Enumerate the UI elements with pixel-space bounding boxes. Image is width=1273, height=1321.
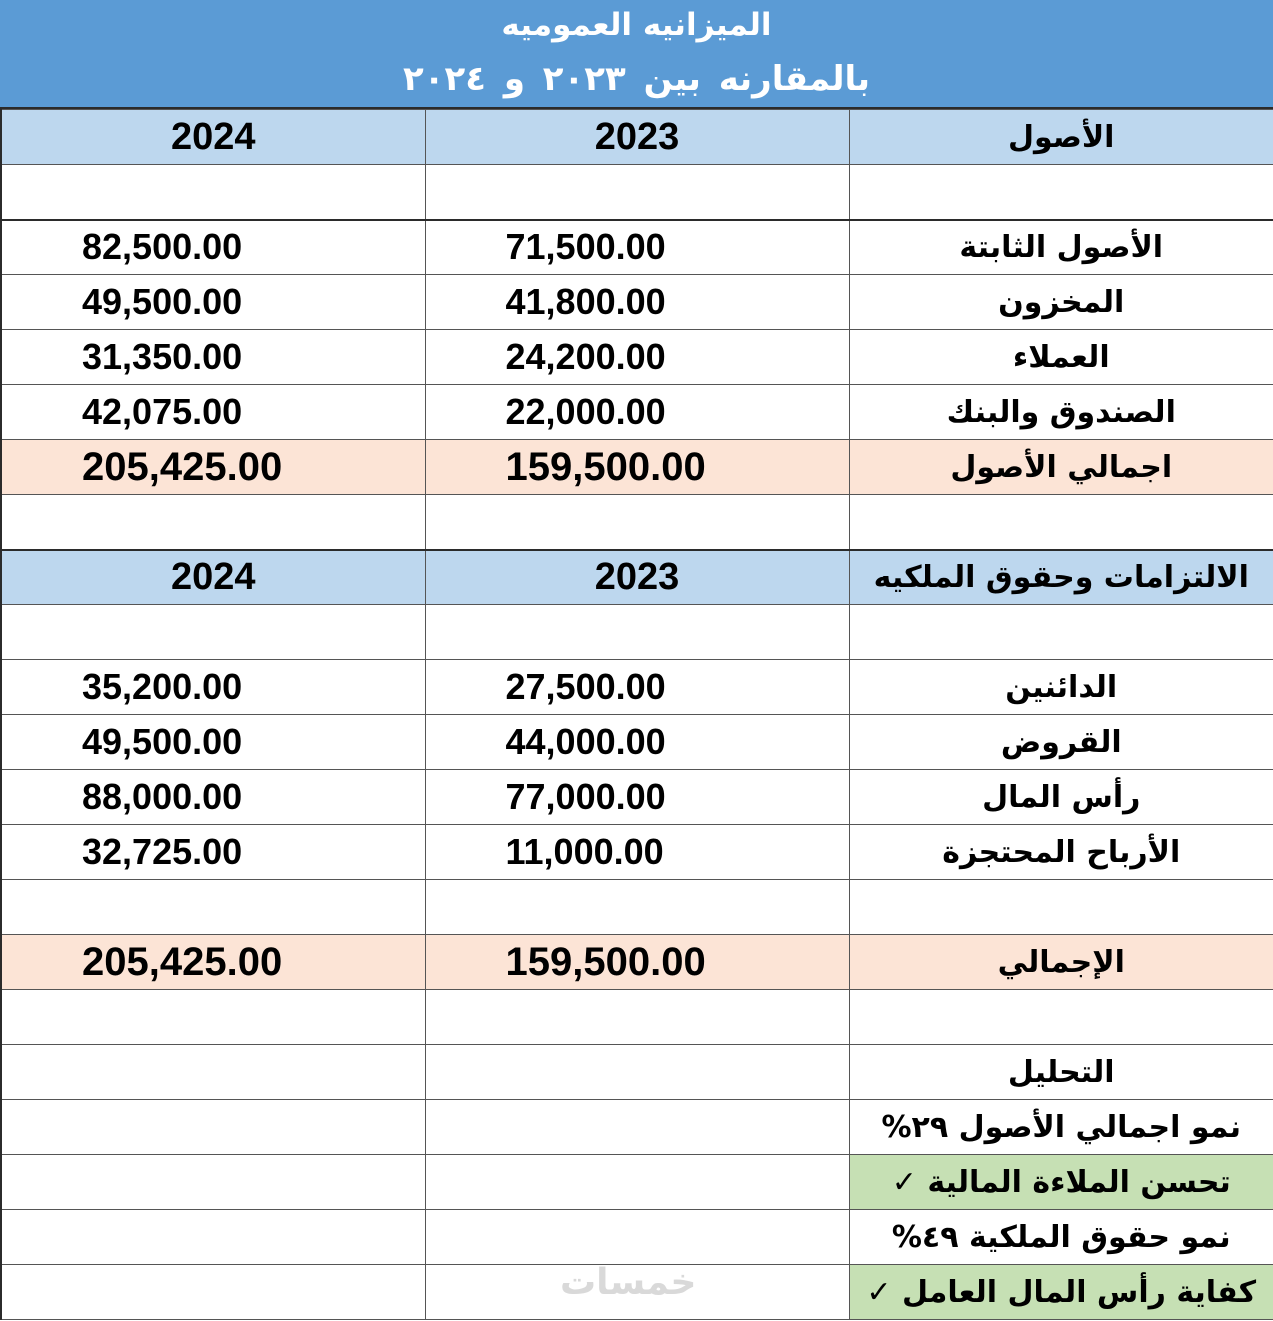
value-2023[interactable]: 22,000.00 — [425, 385, 849, 440]
liabilities-total-row — [1, 935, 1273, 990]
table-cell[interactable] — [1, 1210, 425, 1265]
table-cell[interactable] — [425, 1100, 849, 1155]
table-row — [1, 715, 1273, 770]
liabilities-header-2024[interactable]: 2024 — [1, 550, 425, 605]
value-2024[interactable]: 31,350.00 — [1, 330, 425, 385]
row-label[interactable]: الأرباح المحتجزة — [849, 825, 1273, 880]
assets-header-row — [1, 110, 1273, 165]
analysis-item[interactable]: كفاية رأس المال العامل ✓ — [849, 1265, 1273, 1320]
row-label[interactable]: الصندوق والبنك — [849, 385, 1273, 440]
table-cell[interactable] — [425, 165, 849, 220]
table-cell[interactable] — [425, 880, 849, 935]
table-cell[interactable] — [425, 1210, 849, 1265]
table-cell[interactable] — [849, 880, 1273, 935]
blank-row — [1, 605, 1273, 660]
total-label[interactable]: اجمالي الأصول — [849, 440, 1273, 495]
value-2023[interactable]: 77,000.00 — [425, 770, 849, 825]
assets-header-2024[interactable]: 2024 — [1, 110, 425, 165]
value-2024[interactable]: 35,200.00 — [1, 660, 425, 715]
table-cell[interactable] — [1, 165, 425, 220]
row-label[interactable]: الدائنين — [849, 660, 1273, 715]
table-row — [1, 330, 1273, 385]
table-row — [1, 825, 1273, 880]
value-2023[interactable]: 24,200.00 — [425, 330, 849, 385]
value-2024[interactable]: 49,500.00 — [1, 275, 425, 330]
table-row — [1, 275, 1273, 330]
liabilities-header-2023[interactable]: 2023 — [425, 550, 849, 605]
blank-row — [1, 990, 1273, 1045]
table-cell[interactable] — [849, 990, 1273, 1045]
analysis-item[interactable]: نمو حقوق الملكية ٤٩% — [849, 1210, 1273, 1265]
analysis-title-row — [1, 1045, 1273, 1100]
assets-header-2023[interactable]: 2023 — [425, 110, 849, 165]
table-cell[interactable] — [1, 1045, 425, 1100]
total-label[interactable]: الإجمالي — [849, 935, 1273, 990]
table-row — [1, 220, 1273, 275]
table-cell[interactable] — [1, 605, 425, 660]
table-cell[interactable] — [849, 165, 1273, 220]
value-2024[interactable]: 82,500.00 — [1, 220, 425, 275]
blank-row — [1, 495, 1273, 550]
value-2023[interactable]: 44,000.00 — [425, 715, 849, 770]
value-2024[interactable]: 32,725.00 — [1, 825, 425, 880]
table-cell[interactable] — [1, 990, 425, 1045]
total-2024[interactable]: 205,425.00 — [1, 935, 425, 990]
table-cell[interactable] — [425, 1045, 849, 1100]
value-2024[interactable]: 88,000.00 — [1, 770, 425, 825]
assets-total-row — [1, 440, 1273, 495]
table-cell[interactable] — [849, 605, 1273, 660]
total-2023[interactable]: 159,500.00 — [425, 440, 849, 495]
total-2023[interactable]: 159,500.00 — [425, 935, 849, 990]
row-label[interactable]: المخزون — [849, 275, 1273, 330]
balance-table — [0, 109, 1273, 1320]
blank-row — [1, 880, 1273, 935]
blank-row — [1, 165, 1273, 220]
value-2023[interactable]: 41,800.00 — [425, 275, 849, 330]
row-label[interactable]: العملاء — [849, 330, 1273, 385]
table-cell[interactable] — [1, 1265, 425, 1320]
table-cell[interactable] — [425, 1155, 849, 1210]
analysis-item[interactable]: تحسن الملاءة المالية ✓ — [849, 1155, 1273, 1210]
table-cell[interactable] — [425, 990, 849, 1045]
value-2024[interactable]: 42,075.00 — [1, 385, 425, 440]
sheet-subtitle: بالمقارنه بين ٢٠٢٣ و ٢٠٢٤ — [402, 59, 871, 99]
analysis-row — [1, 1210, 1273, 1265]
value-2023[interactable]: 71,500.00 — [425, 220, 849, 275]
row-label[interactable]: القروض — [849, 715, 1273, 770]
sheet-title: الميزانيه العموميه — [501, 7, 772, 43]
table-cell[interactable] — [425, 605, 849, 660]
table-cell[interactable] — [1, 1100, 425, 1155]
value-2023[interactable]: 11,000.00 — [425, 825, 849, 880]
watermark: خمسات — [560, 1262, 697, 1303]
row-label[interactable]: الأصول الثابتة — [849, 220, 1273, 275]
assets-header-label[interactable]: الأصول — [849, 110, 1273, 165]
table-cell[interactable] — [1, 880, 425, 935]
analysis-title[interactable]: التحليل — [849, 1045, 1273, 1100]
analysis-row — [1, 1155, 1273, 1210]
row-label[interactable]: رأس المال — [849, 770, 1273, 825]
table-cell[interactable] — [425, 495, 849, 550]
liabilities-header-row — [1, 550, 1273, 605]
table-row — [1, 660, 1273, 715]
title-banner — [0, 0, 1273, 109]
table-cell[interactable] — [1, 1155, 425, 1210]
value-2024[interactable]: 49,500.00 — [1, 715, 425, 770]
table-row — [1, 385, 1273, 440]
analysis-item[interactable]: نمو اجمالي الأصول ٢٩% — [849, 1100, 1273, 1155]
table-cell[interactable] — [849, 495, 1273, 550]
table-cell[interactable] — [1, 495, 425, 550]
total-2024[interactable]: 205,425.00 — [1, 440, 425, 495]
analysis-row — [1, 1100, 1273, 1155]
liabilities-header-label[interactable]: الالتزامات وحقوق الملكيه — [849, 550, 1273, 605]
value-2023[interactable]: 27,500.00 — [425, 660, 849, 715]
table-row — [1, 770, 1273, 825]
